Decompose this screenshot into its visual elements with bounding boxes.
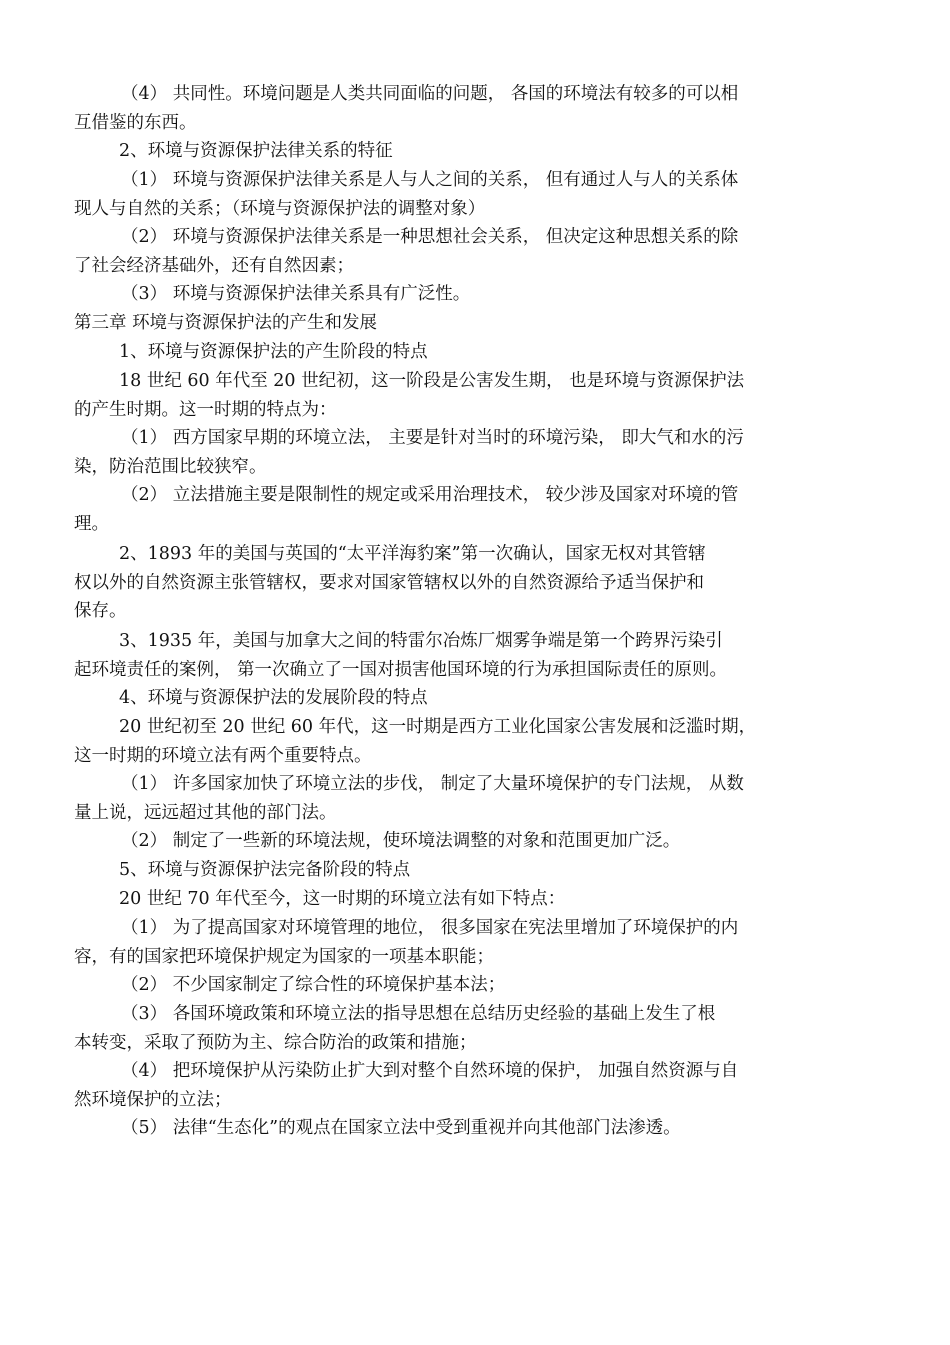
text-line: 保存。 xyxy=(74,601,127,622)
text-line: 4、环境与资源保护法的发展阶段的特点 xyxy=(119,688,428,708)
text-line: （3） 环境与资源保护法律关系具有广泛性。 xyxy=(121,284,471,304)
text-line: 了社会经济基础外，还有自然因素； xyxy=(74,255,354,276)
text-line: 3、1935 年，美国与加拿大之间的特雷尔冶炼厂烟雾争端是第一个跨界污染引 xyxy=(119,631,723,651)
paragraph-emergence-2 xyxy=(74,481,880,538)
text-line: 2、1893 年的美国与英国的“太平洋海豹案”第一次确认，国家无权对其管辖 xyxy=(119,544,706,564)
text-line: （1） 为了提高国家对环境管理的地位， 很多国家在宪法里增加了环境保护的内 xyxy=(121,918,739,938)
paragraph-completion-period xyxy=(74,885,880,914)
paragraph-completion-2 xyxy=(74,971,880,1000)
text-line: 第三章 环境与资源保护法的产生和发展 xyxy=(74,313,378,333)
heading-legal-relation-features xyxy=(74,137,880,166)
text-line: 起环境责任的案例， 第一次确立了一国对损害他国环境的行为承担国际责任的原则。 xyxy=(74,659,728,680)
paragraph-relation-1 xyxy=(74,166,880,223)
text-line: （1） 许多国家加快了环境立法的步伐， 制定了大量环境保护的专门法规， 从数 xyxy=(121,774,744,794)
text-line: 染，防治范围比较狭窄。 xyxy=(74,456,267,477)
paragraph-completion-5 xyxy=(74,1114,880,1143)
text-line: 5、环境与资源保护法完备阶段的特点 xyxy=(119,860,411,880)
text-line: （3） 各国环境政策和环境立法的指导思想在总结历史经验的基础上发生了根 xyxy=(121,1004,716,1024)
paragraph-common-nature xyxy=(74,80,880,137)
paragraph-seal-case xyxy=(74,540,880,626)
heading-completion-stage xyxy=(74,856,880,885)
chapter-3-title xyxy=(74,309,880,338)
paragraph-trail-smelter xyxy=(74,627,880,684)
text-line: 权以外的自然资源主张管辖权，要求对国家管辖权以外的自然资源给予适当保护和 xyxy=(74,572,704,593)
heading-emergence-stage xyxy=(74,338,880,367)
text-line: 容，有的国家把环境保护规定为国家的一项基本职能； xyxy=(74,946,494,967)
paragraph-completion-1 xyxy=(74,914,880,971)
text-line: 1、环境与资源保护法的产生阶段的特点 xyxy=(119,342,428,362)
text-line: （2） 制定了一些新的环境法规，使环境法调整的对象和范围更加广泛。 xyxy=(121,831,681,851)
text-line: 18 世纪 60 年代至 20 世纪初，这一阶段是公害发生期， 也是环境与资源保护法 xyxy=(119,371,745,391)
text-line: 现人与自然的关系；（环境与资源保护法的调整对象） xyxy=(74,198,486,219)
paragraph-emergence-period xyxy=(74,367,880,424)
text-line: （1） 环境与资源保护法律关系是人与人之间的关系， 但有通过人与人的关系体 xyxy=(121,170,739,190)
heading-development-stage xyxy=(74,684,880,713)
paragraph-relation-2 xyxy=(74,223,880,280)
text-line: （2） 环境与资源保护法律关系是一种思想社会关系， 但决定这种思想关系的除 xyxy=(121,227,739,247)
paragraph-emergence-1 xyxy=(74,424,880,481)
paragraph-development-1 xyxy=(74,770,880,827)
text-line: 然环境保护的立法； xyxy=(74,1089,232,1110)
paragraph-completion-4 xyxy=(74,1057,880,1114)
text-line: （2） 立法措施主要是限制性的规定或采用治理技术， 较少涉及国家对环境的管 xyxy=(121,485,739,505)
text-line: （2） 不少国家制定了综合性的环境保护基本法； xyxy=(121,975,506,995)
text-line: （4） 共同性。环境问题是人类共同面临的问题， 各国的环境法有较多的可以相 xyxy=(121,84,739,104)
paragraph-relation-3 xyxy=(74,280,880,309)
text-line: 这一时期的环境立法有两个重要特点。 xyxy=(74,745,372,766)
text-line: 2、环境与资源保护法律关系的特征 xyxy=(119,141,393,161)
text-line: （5） 法律“生态化”的观点在国家立法中受到重视并向其他部门法渗透。 xyxy=(121,1118,681,1138)
text-line: （4） 把环境保护从污染防止扩大到对整个自然环境的保护， 加强自然资源与自 xyxy=(121,1061,739,1081)
text-line: 互借鉴的东西。 xyxy=(74,112,197,133)
text-line: 量上说，远远超过其他的部门法。 xyxy=(74,802,337,823)
text-line: 的产生时期。这一时期的特点为： xyxy=(74,399,337,420)
text-line: 本转变，采取了预防为主、综合防治的政策和措施； xyxy=(74,1032,477,1053)
paragraph-development-period xyxy=(74,713,880,770)
text-line: （1） 西方国家早期的环境立法， 主要是针对当时的环境污染， 即大气和水的污 xyxy=(121,428,744,448)
paragraph-development-2 xyxy=(74,827,880,856)
text-line: 20 世纪 70 年代至今，这一时期的环境立法有如下特点： xyxy=(119,889,566,909)
paragraph-completion-3 xyxy=(74,1000,880,1057)
text-line: 理。 xyxy=(74,513,109,534)
text-line: 20 世纪初至 20 世纪 60 年代，这一时期是西方工业化国家公害发展和泛滥时期， xyxy=(119,717,757,737)
